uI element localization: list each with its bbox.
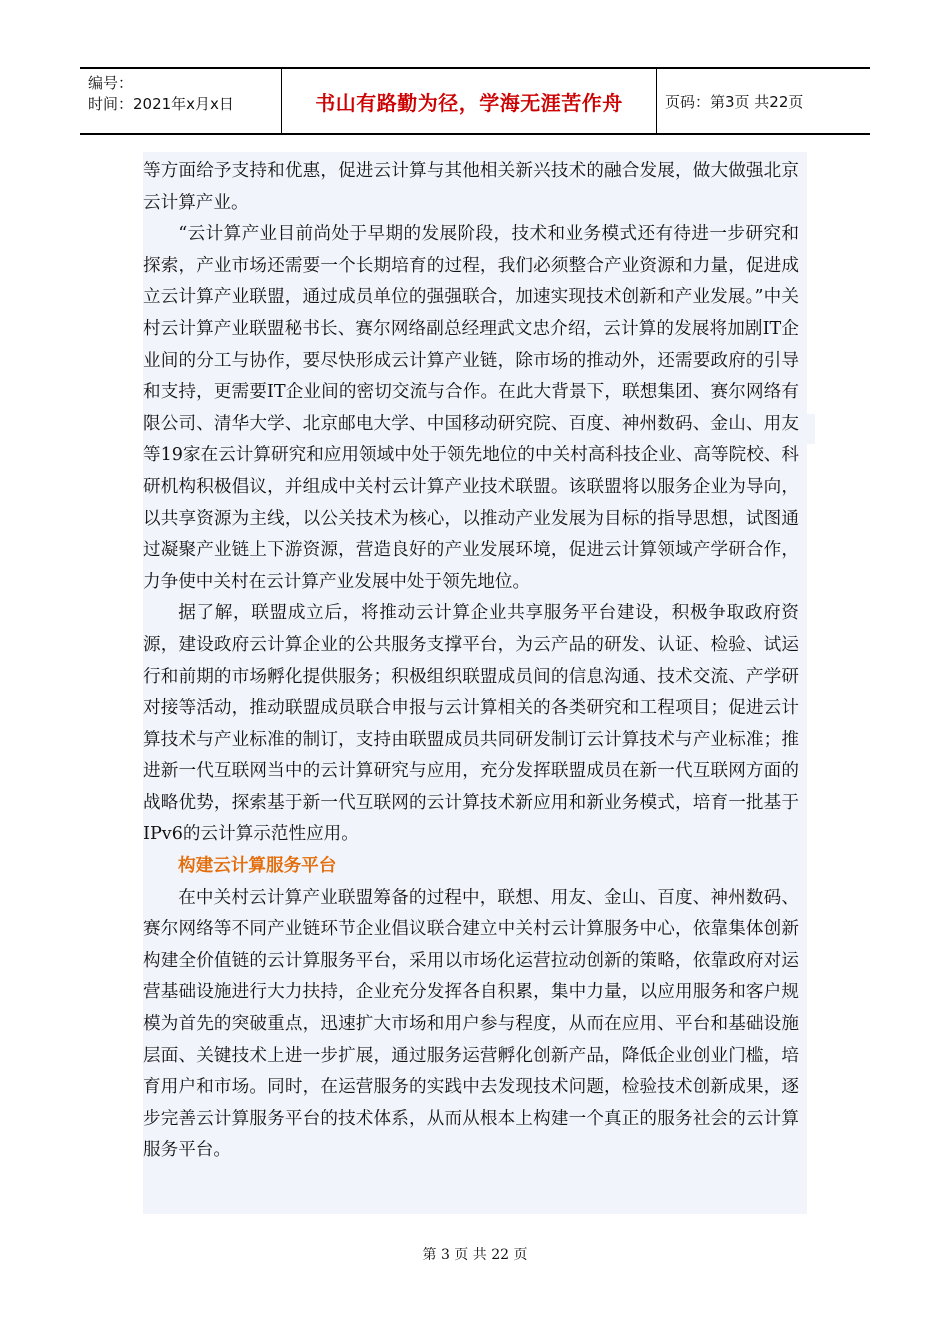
paragraph-alliance-plans: 据了解，联盟成立后，将推动云计算企业共享服务平台建设，积极争取政府资源，建设政府云计算企业的公共服务支撑平台，为云产品的研发、认证、检验、试运行和前期的市场孵化提供服务；积极组织联盟成员间的信息沟通、技术交流、产学研对接等活动，推动联盟成员联合申报与云计算相关的各类研究和工程项目；促进云计算技术与产业标准的制订，支持由联盟成员共同研发制订云计算技术与产业标准；推进新一代互联网当中的云计算研究与应用，充分发挥联盟成员在新一代互联网方面的战略优势，探索基于新一代互联网的云计算技术新应用和新业务模式，培育一批基于IPv6的云计算示范性应用。	[143, 603, 799, 845]
content-background-notch	[807, 414, 815, 444]
document-time-label: 时间：2021年x月x日	[88, 95, 234, 113]
page-footer: 第 3 页 共 22 页	[422, 1247, 528, 1263]
header-page-info: 页码：第3页 共22页	[665, 92, 804, 111]
header-meta-cell	[80, 69, 282, 133]
paragraph-service-platform: 在中关村云计算产业联盟筹备的过程中，联想、用友、金山、百度、神州数码、赛尔网络等不同产业链环节企业倡议联合建立中关村云计算服务中心，依靠集体创新构建全价值链的云计算服务平台，采用以市场化运营拉动创新的策略，依靠政府对运营基础设施进行大力扶持，企业充分发挥各自积累，集中力量，以应用服务和客户规模为首先的突破重点，迅速扩大市场和用户参与程度，从而在应用、平台和基础设施层面、关键技术上进一步扩展，通过服务运营孵化创新产品，降低企业创业门槛，培育用户和市场。同时，在运营服务的实践中去发现技术问题，检验技术创新成果，逐步完善云计算服务平台的技术体系，从而从根本上构建一个真正的服务社会的云计算服务平台。	[143, 887, 799, 1161]
document-header	[80, 67, 870, 135]
paragraph-continuation: 等方面给予支持和优惠，促进云计算与其他相关新兴技术的融合发展，做大做强北京云计算产业。	[143, 161, 799, 213]
header-motto: 书山有路勤为径，学海无涯苦作舟	[282, 69, 657, 133]
document-body	[143, 152, 807, 1214]
section-heading: 构建云计算服务平台	[178, 856, 337, 877]
paragraph-alliance-quote: “云计算产业目前尚处于早期的发展阶段，技术和业务模式还有待进一步研究和探索，产业市场还需要一个长期培育的过程，我们必须整合产业资源和力量，促进成立云计算产业联盟，通过成员单位的强强联合，加速实现技术创新和产业发展。”中关村云计算产业联盟秘书长、赛尔网络副总经理武文忠介绍，云计算的发展将加剧IT企业间的分工与协作，要尽快形成云计算产业链，除市场的推动外，还需要政府的引导和支持，更需要IT企业间的密切交流与合作。在此大背景下，联想集团、赛尔网络有限公司、清华大学、北京邮电大学、中国移动研究院、百度、神州数码、金山、用友等19家在云计算研究和应用领域中处于领先地位的中关村高科技企业、高等院校、科研机构积极倡议，并组成中关村云计算产业技术联盟。该联盟将以服务企业为导向，以共享资源为主线，以公关技术为核心，以推动产业发展为目标的指导思想，试图通过凝聚产业链上下游资源，营造良好的产业发展环境，促进云计算领域产学研合作，力争使中关村在云计算产业发展中处于领先地位。	[143, 224, 799, 592]
document-number-label: 编号：	[88, 74, 134, 92]
